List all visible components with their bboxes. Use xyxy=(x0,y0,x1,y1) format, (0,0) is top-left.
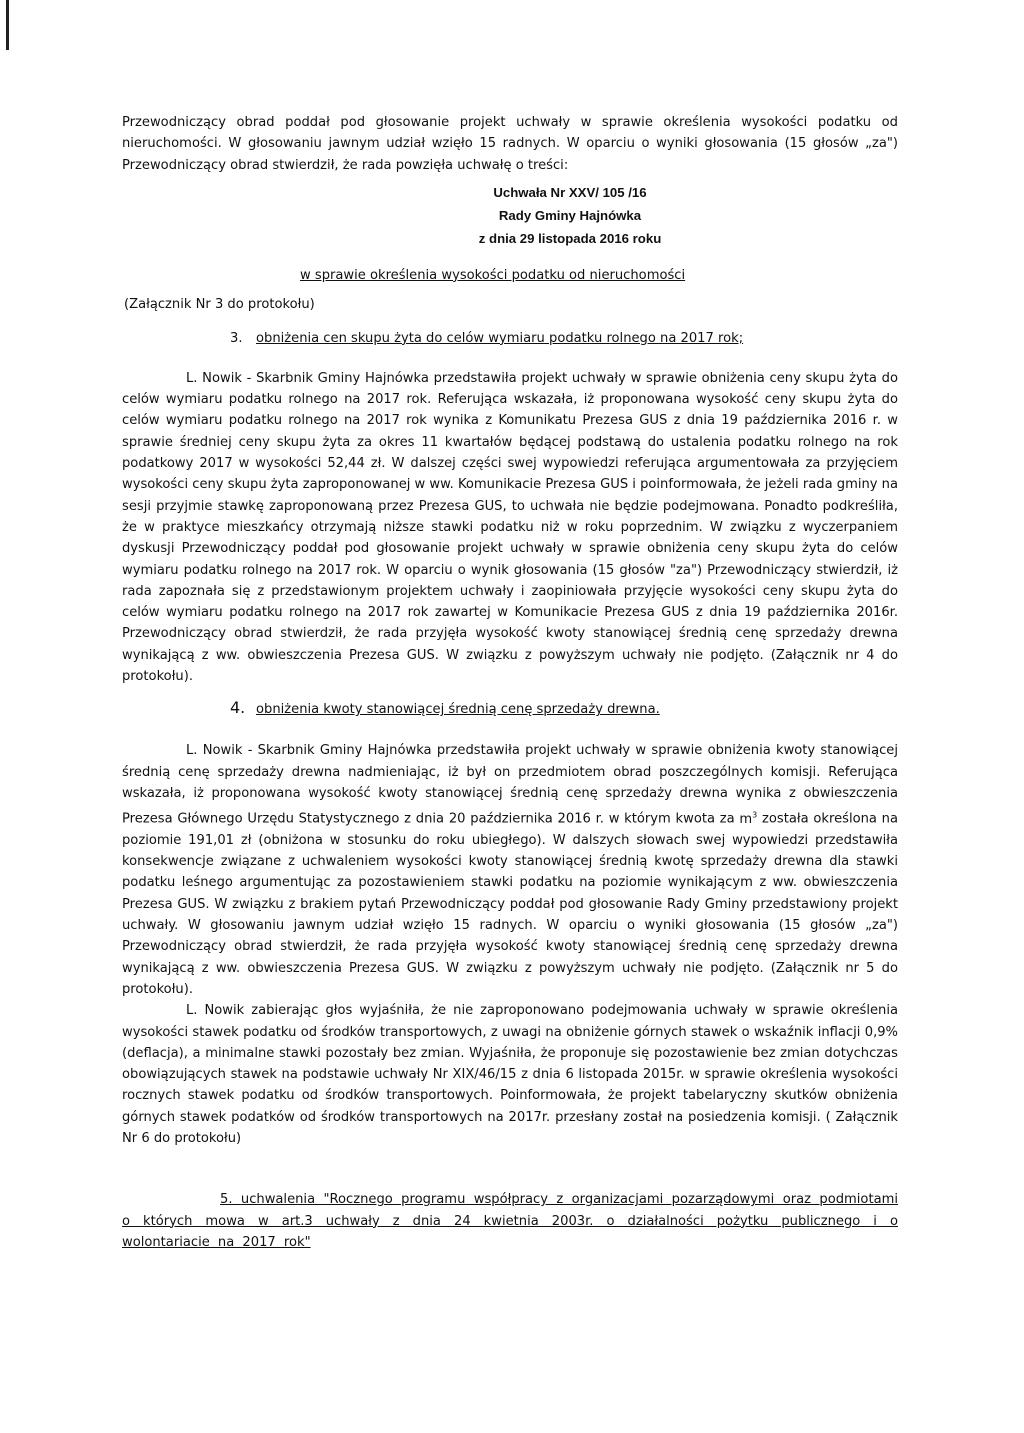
item-4-title: obniżenia kwoty stanowiącej średnią cenę sprzedaży drewna. xyxy=(256,702,660,718)
annex-reference: (Załącznik Nr 3 do protokołu) xyxy=(124,296,315,312)
resolution-council: Rady Gminy Hajnówka xyxy=(498,207,642,223)
item-5-heading xyxy=(122,1189,898,1253)
item-3-title: obniżenia cen skupu żyta do celów wymiaru podatku rolnego na 2017 rok; xyxy=(256,330,744,346)
unit-cubic-meter: $m^3$ xyxy=(739,810,758,827)
item-3-paragraph: L. Nowik - Skarbnik Gminy Hajnówka przedstawiła projekt uchwały w sprawie obniżenia ceny skupu żyta do celów wymiaru podatku rolnego na 2017 rok. Referująca wskazała, iż proponowana wysokość ceny skupu żyta do celów wymiaru podatku rolnego na 2017 rok wynika z Komunikatu Prezesa GUS z dnia 19 października 2016 r. w sprawie średniej ceny skupu żyta za okres 11 kwartałów będącej podstawą do ustalenia podatku rolnego na rok podatkowy 2017 w wysokości 52,44 zł. W dalszej części swej wypowiedzi referująca argumentowała za przyjęciem wysokości ceny skupu żyta zaproponowanej w ww. Komunikacie Prezesa GUS i poinformowała, że jeżeli rada gminy na sesji przyjmie stawkę zaproponowaną przez Prezesa GUS, to uchwała nie będzie podejmowana. Ponadto podkreśliła, że w praktyce mieszkańcy otrzymają niższe stawki podatku niż w roku poprzednim. W związku z wyczerpaniem dyskusji Przewodniczący poddał pod głosowanie projekt uchwały w sprawie obniżenia ceny skupu żyta do celów wymiaru podatku rolnego na 2017 rok. W oparciu o wynik głosowania (15 głosów "za") Przewodniczący stwierdził, iż rada zapoznała się z przedstawionym projektem uchwały i zaopiniowała przyjęcie wysokości ceny skupu żyta do celów wymiaru podatku rolnego na 2017 rok zawartej w Komunikacie Prezesa GUS z dnia 19 października 2016r. Przewodniczący obrad stwierdził, że rada przyjęła wysokość kwoty stanowiącej średnią cenę sprzedaży drewna wynikającą z ww. obwieszczenia Prezesa GUS. W związku z powyższym uchwały nie podjęto. (Załącznik nr 4 do protokołu). xyxy=(122,370,898,685)
item-4-number: 4. xyxy=(230,698,246,718)
transport-tax-paragraph: L. Nowik zabierając głos wyjaśniła, że nie zaproponowano podejmowania uchwały w sprawie określenia wysokości stawek podatku od środków transportowych, z uwagi na obniżenie górnych stawek o wskaźnik inflacji 0,9% (deflacja), a minimalne stawki pozostały bez zmian. Wyjaśniła, że proponuje się pozostawienie bez zmian dotychczas obowiązujących stawek na podstawie uchwały Nr XIX/46/15 z dnia 6 listopada 2015r. w sprawie określenia wysokości rocznych stawek podatku od środków transportowych. Poinformowała, że projekt tabelaryczny skutków obniżenia górnych stawek podatków od środków transportowych na 2017r. przesłany został na posiedzenia komisji. ( Załącznik Nr 6 do protokołu) xyxy=(122,1003,898,1147)
item-4-heading xyxy=(122,697,898,720)
item-4-paragraph xyxy=(122,740,898,1000)
resolution-subject-row xyxy=(122,258,898,322)
item-4-text-part-2: została określona na poziomie 191,01 zł (obniżona w stosunku do roku ubiegłego). W dalszych słowach swej wypowiedzi przedstawiła konsekwencje związane z uchwaleniem wysokości kwoty stanowiącej średnią kwotę sprzedaży drewna dla stawki podatku leśnego argumentując za pozostawieniem stawki podatku na poziomie wynikającym z ww. obwieszczenia Prezesa GUS. W związku z brakiem pytań Przewodniczący poddał pod głosowanie Rady Gminy przedstawiony projekt uchwały. W głosowaniu jawnym udział wzięło 15 radnych. W oparciu o wyniki głosowania (15 głosów „za") Przewodniczący obrad stwierdził, że rada przyjęła wysokość kwoty stanowiącej średnią cenę sprzedaży drewna wynikającą z ww. obwieszczenia Prezesa GUS. W związku z powyższym uchwały nie podjęto. (Załącznik nr 5 do protokołu). xyxy=(122,811,898,997)
resolution-number: Uchwała Nr XXV/ 105 /16 xyxy=(493,184,647,200)
scan-edge-mark xyxy=(6,0,9,50)
item-3-number: 3. xyxy=(230,330,243,346)
item-4-text-part-1: L. Nowik - Skarbnik Gminy Hajnówka przedstawiła projekt uchwały w sprawie obniżenia kwoty stanowiącej średnią cenę sprzedaży drewna nadmieniając, iż był on przedmiotem obrad poszczególnych komisji. Referująca wskazała, iż proponowana wysokość kwoty stanowiącej średnią cenę sprzedaży drewna wynika z obwieszczenia Prezesa Głównego Urzędu Statystycznego z dnia 20 października 2016 r. w którym kwota za xyxy=(122,743,898,827)
resolution-date: z dnia 29 listopada 2016 roku xyxy=(478,230,662,246)
item-5-title: uchwalenia "Rocznego programu współpracy z organizacjami pozarządowymi oraz podmiotami o których mowa w art.3 uchwały z dnia 24 kwietnia 2003r. o działalności pożytku publicznego i o wolontariacie na 2017 rok" xyxy=(122,1192,898,1250)
intro-paragraph: Przewodniczący obrad poddał pod głosowanie projekt uchwały w sprawie określenia wysokości podatku od nieruchomości. W głosowaniu jawnym udział wzięło 15 radnych. W oparciu o wyniki głosowania (15 głosów „za") Przewodniczący obrad stwierdził, że rada powzięła uchwałę o treści: xyxy=(122,115,898,173)
item-3-heading xyxy=(122,328,898,349)
resolution-subject: w sprawie określenia wysokości podatku od nieruchomości xyxy=(300,267,686,283)
item-5-number: 5. xyxy=(220,1192,233,1208)
document-page xyxy=(122,112,898,1253)
resolution-header xyxy=(242,181,898,250)
